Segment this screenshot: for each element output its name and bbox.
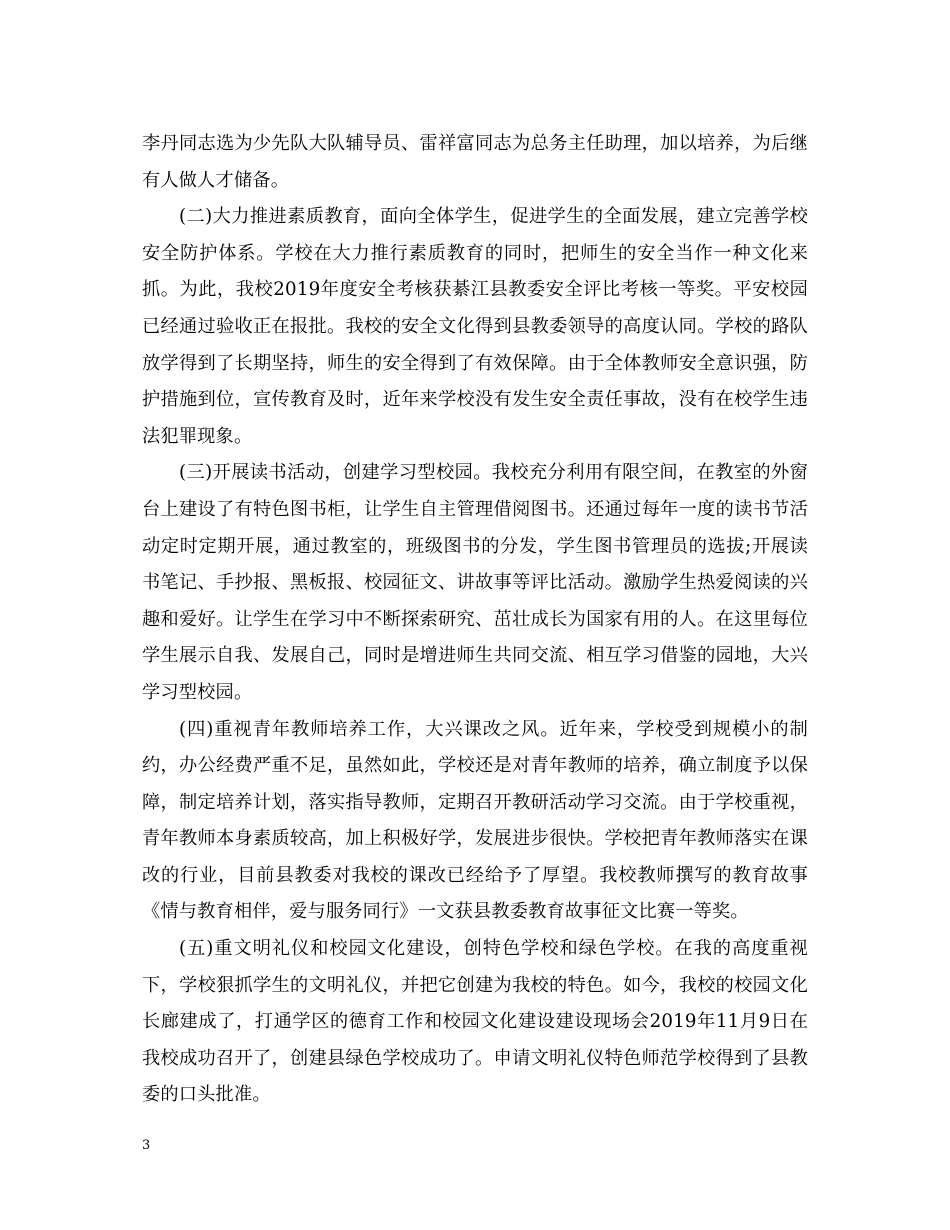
paragraph-etiquette-culture: (五)重文明礼仪和校园文化建设，创特色学校和绿色学校。在我的高度重视下，学校狠抓学生的文明礼仪，并把它创建为我校的特色。如今，我校的校园文化长廊建成了，打通学区的德育工作和校园文化建设建设现场会2019年11月9日在我校成功召开了，创建县绿色学校成功了。申请文明礼仪特色师范学校得到了县教委的口头批准。 (142, 938, 808, 1106)
document-body (142, 126, 808, 1114)
page-number: 3 (142, 1138, 151, 1153)
paragraph-continuation: 李丹同志选为少先队大队辅导员、雷祥富同志为总务主任助理，加以培养，为后继有人做人才储备。 (142, 133, 808, 191)
paragraph-young-teachers: (四)重视青年教师培养工作，大兴课改之风。近年来，学校受到规模小的制约，办公经费严重不足，虽然如此，学校还是对青年教师的培养，确立制度予以保障，制定培养计划，落实指导教师，定期召开教研活动学习交流。由于学校重视，青年教师本身素质较高，加上积极好学，发展进步很快。学校把青年教师落实在课改的行业，目前县教委对我校的课改已经给予了厚望。我校教师撰写的教育故事《情与教育相伴，爱与服务同行》一文获县教委教育故事征文比赛一等奖。 (142, 718, 808, 923)
paragraph-quality-education: (二)大力推进素质教育，面向全体学生，促进学生的全面发展，建立完善学校安全防护体系。学校在大力推行素质教育的同时，把师生的安全当作一种文化来抓。为此，我校2019年度安全考核获綦江县教委安全评比考核一等奖。平安校园已经通过验收正在报批。我校的安全文化得到县教委领导的高度认同。学校的路队放学得到了长期坚持，师生的安全得到了有效保障。由于全体教师安全意识强，防护措施到位，宣传教育及时，近年来学校没有发生安全责任事故，没有在校学生违法犯罪现象。 (142, 206, 808, 447)
paragraph-reading-activities: (三)开展读书活动，创建学习型校园。我校充分利用有限空间，在教室的外窗台上建设了有特色图书柜，让学生自主管理借阅图书。还通过每年一度的读书节活动定时定期开展，通过教室的，班级图书的分发，学生图书管理员的选拔;开展读书笔记、手抄报、黑板报、校园征文、讲故事等评比活动。激励学生热爱阅读的兴趣和爱好。让学生在学习中不断探索研究、茁壮成长为国家有用的人。在这里每位学生展示自我、发展自己，同时是增进师生共同交流、相互学习借鉴的园地，大兴学习型校园。 (142, 462, 808, 703)
